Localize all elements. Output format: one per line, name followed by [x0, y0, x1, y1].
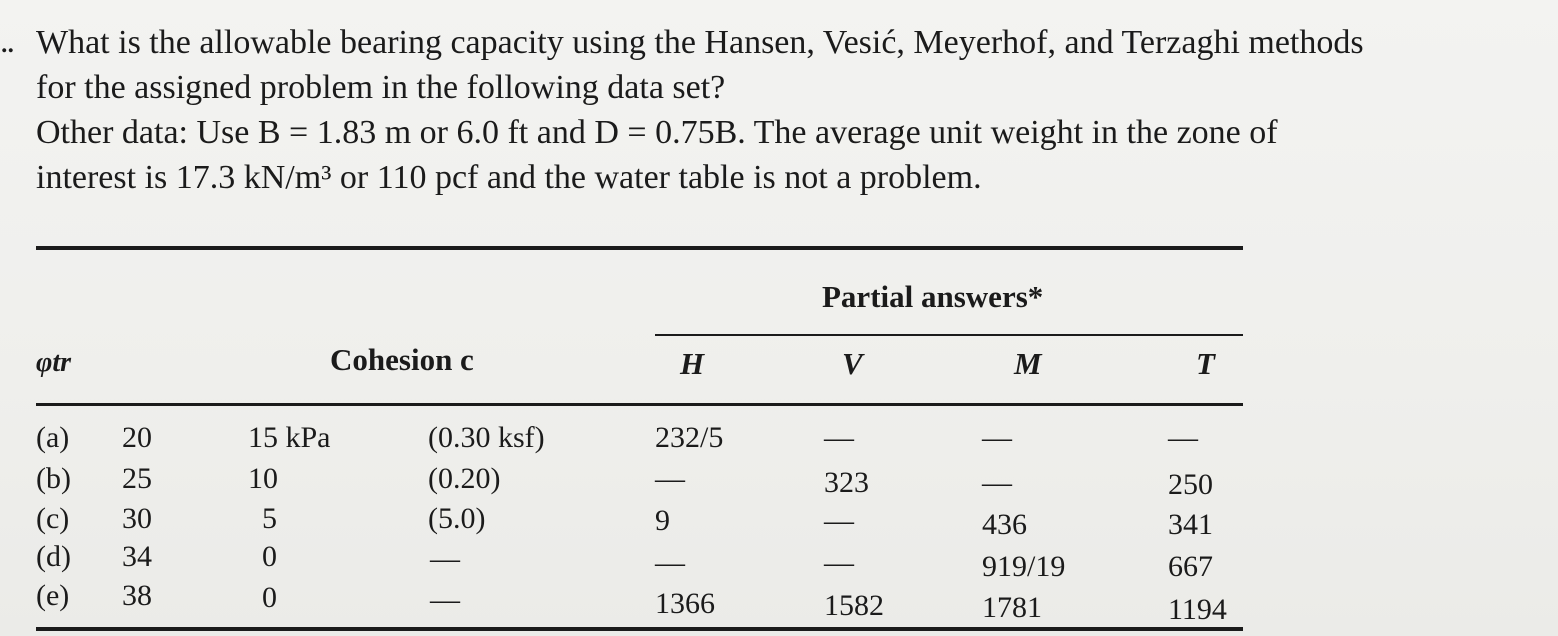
header-v: V: [842, 346, 863, 381]
header-cohesion: Cohesion c: [330, 342, 474, 377]
row-c-m: 436: [982, 508, 1027, 541]
row-b-v: 323: [824, 466, 869, 499]
question-number-marker: ..: [0, 23, 13, 60]
table-bottom-rule: [36, 627, 1243, 631]
row-e-v: 1582: [824, 589, 884, 622]
row-c-label: (c): [36, 502, 70, 535]
question-line-1: What is the allowable bearing capacity using the Hansen, Vesić, Meyerhof, and Terzaghi methods: [36, 24, 1364, 61]
header-t: T: [1196, 346, 1215, 381]
row-b-m: —: [982, 466, 1012, 499]
header-h: H: [680, 346, 705, 381]
row-c-t: 341: [1168, 508, 1213, 541]
row-d-v: —: [824, 546, 854, 579]
row-e-cohesion: 0: [262, 581, 277, 614]
question-line-3: Other data: Use B = 1.83 m or 6.0 ft and D = 0.75B. The average unit weight in the zone of: [36, 114, 1278, 151]
row-c-v: —: [824, 504, 854, 537]
row-d-label: (d): [36, 540, 71, 573]
row-b-t: 250: [1168, 468, 1213, 501]
row-a-t: —: [1168, 421, 1198, 454]
question-line-4: interest is 17.3 kN/m³ or 110 pcf and the water table is not a problem.: [36, 159, 982, 196]
partial-answers-header: Partial answers*: [822, 279, 1044, 314]
row-d-m: 919/19: [982, 550, 1066, 583]
row-b-phi: 25: [122, 462, 152, 495]
row-e-t: 1194: [1168, 593, 1227, 626]
row-c-phi: 30: [122, 502, 152, 535]
row-c-h: 9: [655, 504, 670, 537]
row-c-cohesion: 5: [262, 502, 277, 535]
row-a-cohesion: 15 kPa: [248, 421, 331, 454]
header-phi: φtr: [36, 347, 72, 378]
row-e-ksf: —: [430, 583, 460, 616]
row-a-m: —: [982, 421, 1012, 454]
table-top-rule: [36, 246, 1243, 250]
row-e-h: 1366: [655, 587, 715, 620]
row-d-phi: 34: [122, 540, 152, 573]
row-a-ksf: (0.30 ksf): [428, 421, 545, 454]
row-a-phi: 20: [122, 421, 152, 454]
row-a-label: (a): [36, 421, 70, 454]
header-m: M: [1014, 346, 1042, 381]
row-b-cohesion: 10: [248, 462, 278, 495]
row-e-m: 1781: [982, 591, 1042, 624]
row-d-t: 667: [1168, 550, 1213, 583]
row-b-label: (b): [36, 462, 71, 495]
row-e-label: (e): [36, 579, 70, 612]
row-d-cohesion: 0: [262, 540, 277, 573]
row-c-ksf: (5.0): [428, 502, 486, 535]
partial-answers-rule: [655, 334, 1243, 336]
row-d-h: —: [655, 546, 685, 579]
row-a-h: 232/5: [655, 421, 724, 454]
question-text: [36, 20, 1536, 200]
row-b-h: —: [655, 462, 685, 495]
question-line-2: for the assigned problem in the following data set?: [36, 69, 726, 106]
row-b-ksf: (0.20): [428, 462, 501, 495]
row-a-v: —: [824, 421, 854, 454]
header-bottom-rule: [36, 403, 1243, 406]
row-d-ksf: —: [430, 542, 460, 575]
row-e-phi: 38: [122, 579, 152, 612]
